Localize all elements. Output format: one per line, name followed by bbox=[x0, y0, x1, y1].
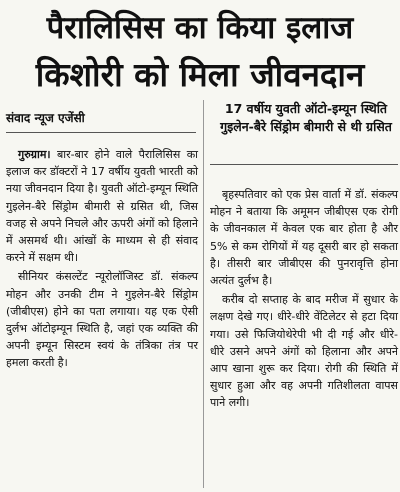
byline-divider bbox=[6, 132, 196, 133]
left-column bbox=[6, 146, 198, 372]
subheadline: 17 वर्षीय युवती ऑटो-इम्यून स्थिति गुइलेन-बैरे सिंड्रोम बीमारी से थी ग्रसित bbox=[220, 101, 392, 134]
right-paragraph-2: करीब दो सप्ताह के बाद मरीज में सुधार के लक्षण देखे गए। धीरे-धीरे वेंटिलेटर से हटा दिया गया। उसे फिजियोथेरेपी भी दी गई और धीरे-धीरे उसने अपने अंगों को हिलाना और अपने आप खाना शुरू कर दिया। रोगी की स्थिति में सुधार हुआ और वह अपनी गतिशीलता वापस पाने लगी। bbox=[210, 293, 398, 410]
right-column bbox=[210, 186, 398, 412]
column-divider bbox=[203, 100, 204, 488]
left-paragraph-1 bbox=[6, 146, 198, 266]
headline-line-2: किशोरी को मिला जीवनदान bbox=[35, 55, 365, 94]
right-paragraph-1: बृहस्पतिवार को एक प्रेस वार्ता में डॉ. संकल्प मोहन ने बताया कि अमूमन जीबीएस एक रोगी के जीवनकाल में केवल एक बार होता है और 5% से कम रोगियों में यह दूसरी बार हो सकता है। तीसरी बार जीबीएस की पुनरावृत्ति होना अत्यंत दुर्लभ है। bbox=[210, 188, 398, 288]
headline-line-1: पैरालिसिस का किया इलाज bbox=[46, 10, 354, 46]
subheadline-divider bbox=[210, 164, 398, 165]
dateline: गुरुग्राम। bbox=[18, 148, 51, 161]
left-paragraph-2: सीनियर कंसल्टेंट न्यूरोलॉजिस्ट डॉ. संकल्प मोहन और उनकी टीम ने गुइलेन-बैरे सिंड्रोम (जीबीएस) होने का पता लगाया। यह एक ऐसी दुर्लभ ऑटोइम्यून स्थिति है, जहां एक व्यक्ति की अपनी इम्यून सिस्टम स्वयं के तंत्रिका तंत्र पर हमला करती है। bbox=[6, 270, 198, 370]
left-paragraph-1-text: बार-बार होने वाले पैरालिसिस का इलाज कर डॉक्टरों ने 17 वर्षीय युवती भारती को नया जीवनदान दिया है। युवती ऑटो-इम्यून स्थिति गुइलेन-बैरे सिंड्रोम बीमारी से ग्रसित थी, जिस वजह से अपने निचले और ऊपरी अंगों को हिलाने में असमर्थ थी। आंखों के माध्यम से ही संवाद करने में सक्षम थी। bbox=[6, 148, 199, 265]
byline: संवाद न्यूज एजेंसी bbox=[6, 111, 85, 125]
